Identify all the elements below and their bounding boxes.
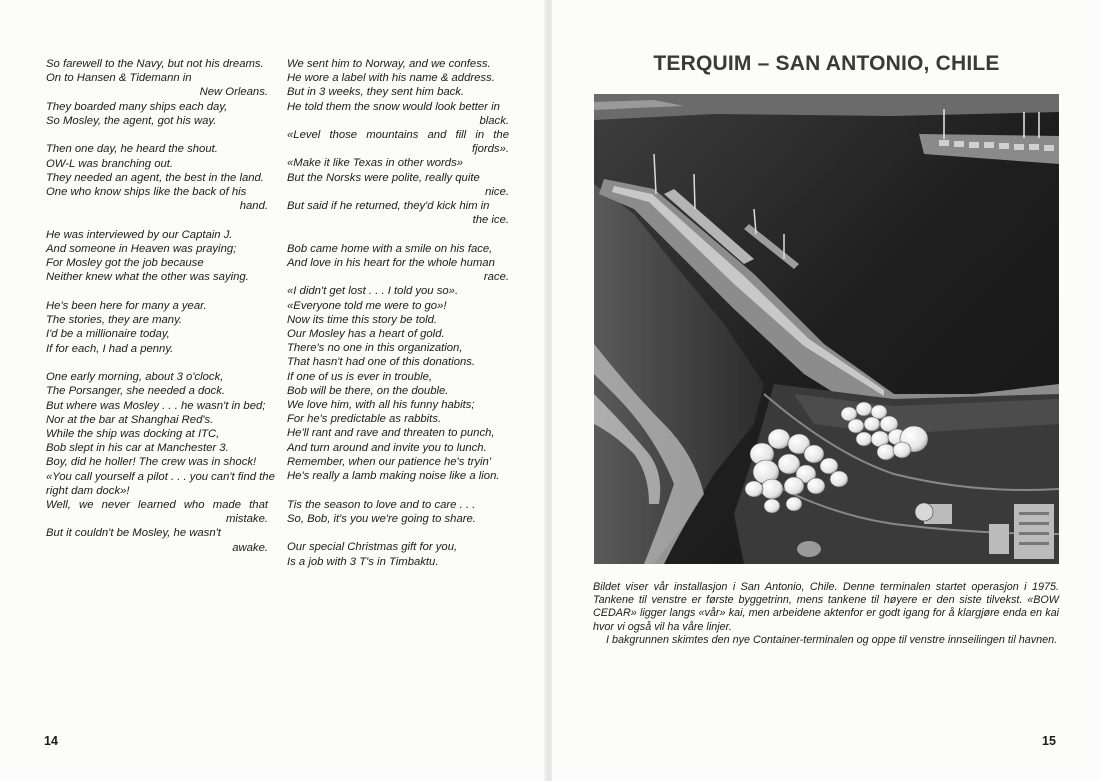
poem-line: If for each, I had a penny. <box>46 342 174 355</box>
poem-column-1 <box>46 57 275 569</box>
poem-line: And someone in Heaven was praying; <box>46 243 237 256</box>
poem-line: One early morning, about 3 o'clock, <box>46 371 224 384</box>
poem-line: race. <box>483 271 509 284</box>
poem-line: hand. <box>239 200 268 213</box>
poem-line: He told them the snow would look better in <box>287 100 500 113</box>
poem-line: Then one day, he heard the shout. <box>46 143 218 156</box>
poem-line: the ice. <box>472 214 509 227</box>
poem-stanza <box>287 540 509 568</box>
poem-line: The stories, they are many. <box>46 314 183 327</box>
poem-line: So farewell to the Navy, but not his dreams. <box>46 58 264 70</box>
poem-stanza <box>46 142 268 213</box>
poem-stanza <box>287 498 509 526</box>
left-page <box>0 0 548 781</box>
poem-line: fjords». <box>471 143 509 156</box>
poem-line: He was interviewed by our Captain J. <box>46 228 233 241</box>
poem-line: Boy, did he holler! The crew was in shock! <box>46 456 257 469</box>
poem-line: And love in his heart for the whole human <box>287 257 495 270</box>
page-title: TERQUIM – SAN ANTONIO, CHILE <box>653 52 1000 75</box>
poem-line: awake. <box>232 541 268 554</box>
poem-line: But said if he returned, they'd kick him in <box>287 200 490 213</box>
poem-line: Neither knew what the other was saying. <box>46 271 249 284</box>
page-number-right: 15 <box>1042 734 1056 748</box>
poem-line: I'd be a millionaire today, <box>46 328 170 341</box>
poem-line: Is a job with 3 T's in Timbaktu. <box>287 555 439 568</box>
poem-line: Our Mosley has a heart of gold. <box>287 328 445 341</box>
poem-line: Well, we never learned who made that <box>46 499 268 512</box>
poem-line: OW-L was branching out. <box>46 157 174 170</box>
poem-line: nice. <box>485 185 509 198</box>
caption-paragraph: Bildet viser vår installasjon i San Antonio, Chile. Denne terminalen startet operasjon i 1975. Tankene til venstre er første byggetrinn, mens tankene til høyere er den siste tilvekst. «BOW CEDAR» ligger langs «vår» kai, men arbeidene aktenfor er godt igang for å klargjøre enda en kai hvor vi også vil ha våre linjer. <box>593 581 1059 633</box>
poem-line: «Level those mountains and fill in the <box>287 129 509 142</box>
poem-line: «I didn't get lost . . . I told you so». <box>287 285 459 298</box>
poem-line: But where was Mosley . . . he wasn't in bed; <box>46 399 266 412</box>
page-number-left: 14 <box>44 734 58 748</box>
poem-line: Bob slept in his car at Manchester 3. <box>46 442 229 455</box>
poem-line: He's really a lamb making noise like a lion. <box>287 470 500 483</box>
poem-line: «Make it like Texas in other words» <box>287 157 464 170</box>
poem-line: But it couldn't be Mosley, he wasn't <box>46 527 221 540</box>
poem-line: New Orleans. <box>199 86 268 99</box>
poem-line: Our special Christmas gift for you, <box>287 541 458 554</box>
poem-line: Remember, when our patience he's tryin' <box>287 455 491 468</box>
poem-stanza <box>287 57 509 227</box>
poem-stanza <box>46 57 268 128</box>
poem-line: While the ship was docking at ITC, <box>46 428 220 441</box>
poem-stanza <box>46 370 275 555</box>
photo-caption <box>593 581 1059 647</box>
poem-line: Bob came home with a smile on his face, <box>287 242 493 255</box>
caption-paragraph: I bakgrunnen skimtes den nye Container-terminalen og oppe til venstre innseilingen til havnen. <box>606 633 1058 646</box>
poem-stanza <box>46 299 268 356</box>
poem-line: The Porsanger, she needed a dock. <box>46 385 225 398</box>
poem-line: If one of us is ever in trouble, <box>287 370 433 383</box>
poem-line: So Mosley, the agent, got his way. <box>46 114 217 127</box>
poem-line: There's no one in this organization, <box>287 342 463 355</box>
poem-line: We sent him to Norway, and we confess. <box>287 58 491 70</box>
poem-line: Nor at the bar at Shanghai Red's. <box>46 413 214 426</box>
poem-line: And turn around and invite you to lunch. <box>287 441 487 454</box>
poem-line: For Mosley got the job because <box>46 257 204 270</box>
poem-line: mistake. <box>225 513 268 526</box>
poem-stanza <box>287 242 509 483</box>
poem-line: Now its time this story be told. <box>287 313 438 326</box>
poem-line: For he's predictable as rabbits. <box>287 413 442 426</box>
poem-line: «You call yourself a pilot . . . you can't find the <box>46 470 275 483</box>
poem-line: That hasn't had one of this donations. <box>287 356 476 369</box>
poem-line: But in 3 weeks, they sent him back. <box>287 86 465 99</box>
poem-line: He'll rant and rave and threaten to punch, <box>287 427 495 440</box>
poem-line: He's been here for many a year. <box>46 300 207 313</box>
poem-line: On to Hansen & Tidemann in <box>46 72 192 85</box>
poem-line: He wore a label with his name & address. <box>287 72 495 85</box>
poem-line: «Everyone told me were to go»! <box>287 299 447 312</box>
poem-line: They needed an agent, the best in the land. <box>46 171 264 184</box>
poem-line: But the Norsks were polite, really quite <box>287 171 480 184</box>
poem-line: Tis the season to love and to care . . . <box>287 498 476 511</box>
poem-line: right dam dock»! <box>46 484 130 497</box>
poem-line: We love him, with all his funny habits; <box>287 399 475 412</box>
poem-line: black. <box>479 114 509 127</box>
poem-line: Bob will be there, on the double. <box>287 384 449 397</box>
poem-line: One who know ships like the back of his <box>46 186 247 199</box>
aerial-harbor-photo <box>594 94 1059 564</box>
poem-line: So, Bob, it's you we're going to share. <box>287 512 476 525</box>
poem-stanza <box>46 228 268 285</box>
poem-line: They boarded many ships each day, <box>46 100 228 113</box>
poem-column-2 <box>287 57 509 583</box>
